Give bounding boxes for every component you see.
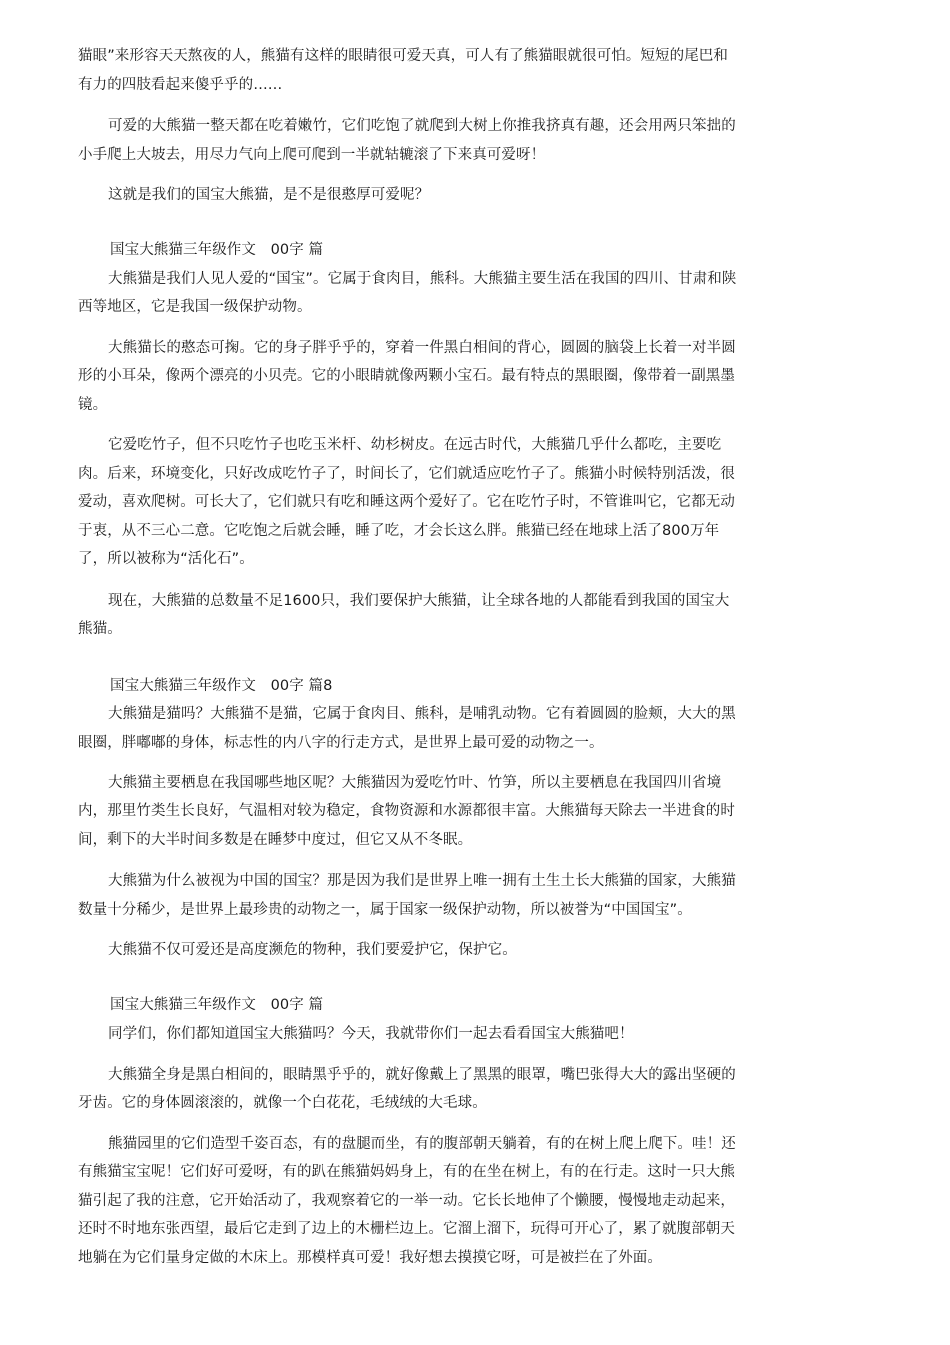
section-heading: 国宝大熊猫三年级作文 00字 篇 xyxy=(110,242,324,258)
paragraph-line: 于衷，从不三心二意。它吃饱之后就会睡，睡了吃，才会长这么胖。熊猫已经在地球上活了800万年 xyxy=(78,523,720,539)
paragraph-line: 有熊猫宝宝呢！它们好可爱呀，有的趴在熊猫妈妈身上，有的在坐在树上，有的在行走。这时一只大熊 xyxy=(78,1164,735,1180)
paragraph-line: 间，剩下的大半时间多数是在睡梦中度过，但它又从不冬眠。 xyxy=(78,832,473,848)
paragraph-line: 还时不时地东张西望，最后它走到了边上的木栅栏边上。它溜上溜下，玩得可开心了，累了就腹部朝天 xyxy=(78,1221,735,1237)
paragraph-line: 形的小耳朵，像两个漂亮的小贝壳。它的小眼睛就像两颗小宝石。最有特点的黑眼圈，像带着一副黑墨 xyxy=(78,368,735,384)
paragraph-line: 这就是我们的国宝大熊猫，是不是很憨厚可爱呢？ xyxy=(108,187,430,203)
paragraph-line: 数量十分稀少，是世界上最珍贵的动物之一，属于国家一级保护动物，所以被誉为“中国国宝”。 xyxy=(78,902,692,918)
paragraph-line: 熊猫。 xyxy=(78,621,122,637)
paragraph-line: 地躺在为它们量身定做的木床上。那模样真可爱！我好想去摸摸它呀，可是被拦在了外面。 xyxy=(78,1250,662,1266)
paragraph-line: 同学们，你们都知道国宝大熊猫吗？今天，我就带你们一起去看看国宝大熊猫吧！ xyxy=(108,1026,634,1042)
paragraph-line: 大熊猫长的憨态可掬。它的身子胖乎乎的，穿着一件黑白相间的背心，圆圆的脑袋上长着一对半圆 xyxy=(108,340,736,356)
paragraph-line: 现在，大熊猫的总数量不足1600只，我们要保护大熊猫，让全球各地的人都能看到我国的国宝大 xyxy=(108,593,730,609)
paragraph-line: 肉。后来，环境变化，只好改成吃竹子了，时间长了，它们就适应吃竹子了。熊猫小时候特别活泼，很 xyxy=(78,466,735,482)
paragraph-line: 大熊猫是我们人见人爱的“国宝”。它属于食肉目，熊科。大熊猫主要生活在我国的四川、甘肃和陕 xyxy=(108,271,737,287)
paragraph-line: 大熊猫为什么被视为中国的国宝？那是因为我们是世界上唯一拥有土生土长大熊猫的国家，大熊猫 xyxy=(108,873,736,889)
paragraph-line: 内，那里竹类生长良好，气温相对较为稳定，食物资源和水源都很丰富。大熊猫每天除去一半进食的时 xyxy=(78,803,735,819)
paragraph-line: 爱动，喜欢爬树。可长大了，它们就只有吃和睡这两个爱好了。它在吃竹子时，不管谁叫它，它都无动 xyxy=(78,494,735,510)
paragraph-line: 镜。 xyxy=(78,397,108,413)
paragraph-line: 眼圈，胖嘟嘟的身体，标志性的内八字的行走方式，是世界上最可爱的动物之一。 xyxy=(78,735,604,751)
paragraph-line: 熊猫园里的它们造型千姿百态，有的盘腿而坐，有的腹部朝天躺着，有的在树上爬上爬下。哇！还 xyxy=(108,1136,736,1152)
paragraph-line: 小手爬上大坡去，用尽力气向上爬可爬到一半就轱辘滚了下来真可爱呀！ xyxy=(78,147,546,163)
paragraph-line: 大熊猫是猫吗？大熊猫不是猫，它属于食肉目、熊科，是哺乳动物。它有着圆圆的脸颊，大大的黑 xyxy=(108,706,736,722)
section-heading: 国宝大熊猫三年级作文 00字 篇8 xyxy=(110,678,333,694)
paragraph-line: 了，所以被称为“活化石”。 xyxy=(78,551,254,567)
paragraph-line: 大熊猫不仅可爱还是高度濒危的物种，我们要爱护它，保护它。 xyxy=(108,942,517,958)
paragraph-line: 大熊猫全身是黑白相间的，眼睛黑乎乎的，就好像戴上了黑黑的眼罩，嘴巴张得大大的露出坚硬的 xyxy=(108,1067,736,1083)
paragraph-line: 大熊猫主要栖息在我国哪些地区呢？大熊猫因为爱吃竹叶、竹笋，所以主要栖息在我国四川省境 xyxy=(108,775,722,791)
section-heading: 国宝大熊猫三年级作文 00字 篇 xyxy=(110,997,324,1013)
paragraph-line: 西等地区，它是我国一级保护动物。 xyxy=(78,299,312,315)
paragraph-line: 有力的四肢看起来傻乎乎的…… xyxy=(78,77,283,93)
paragraph-line: 牙齿。它的身体圆滚滚的，就像一个白花花，毛绒绒的大毛球。 xyxy=(78,1095,487,1111)
paragraph-line: 它爱吃竹子，但不只吃竹子也吃玉米杆、幼杉树皮。在远古时代，大熊猫几乎什么都吃，主要吃 xyxy=(108,437,722,453)
paragraph-line: 猫引起了我的注意，它开始活动了，我观察着它的一举一动。它长长地伸了个懒腰，慢慢地走动起来， xyxy=(78,1193,735,1209)
paragraph-line: 猫眼”来形容天天熬夜的人，熊猫有这样的眼睛很可爱天真，可人有了熊猫眼就很可怕。短短的尾巴和 xyxy=(78,48,729,64)
paragraph-line: 可爱的大熊猫一整天都在吃着嫩竹，它们吃饱了就爬到大树上你推我挤真有趣，还会用两只笨拙的 xyxy=(108,118,736,134)
